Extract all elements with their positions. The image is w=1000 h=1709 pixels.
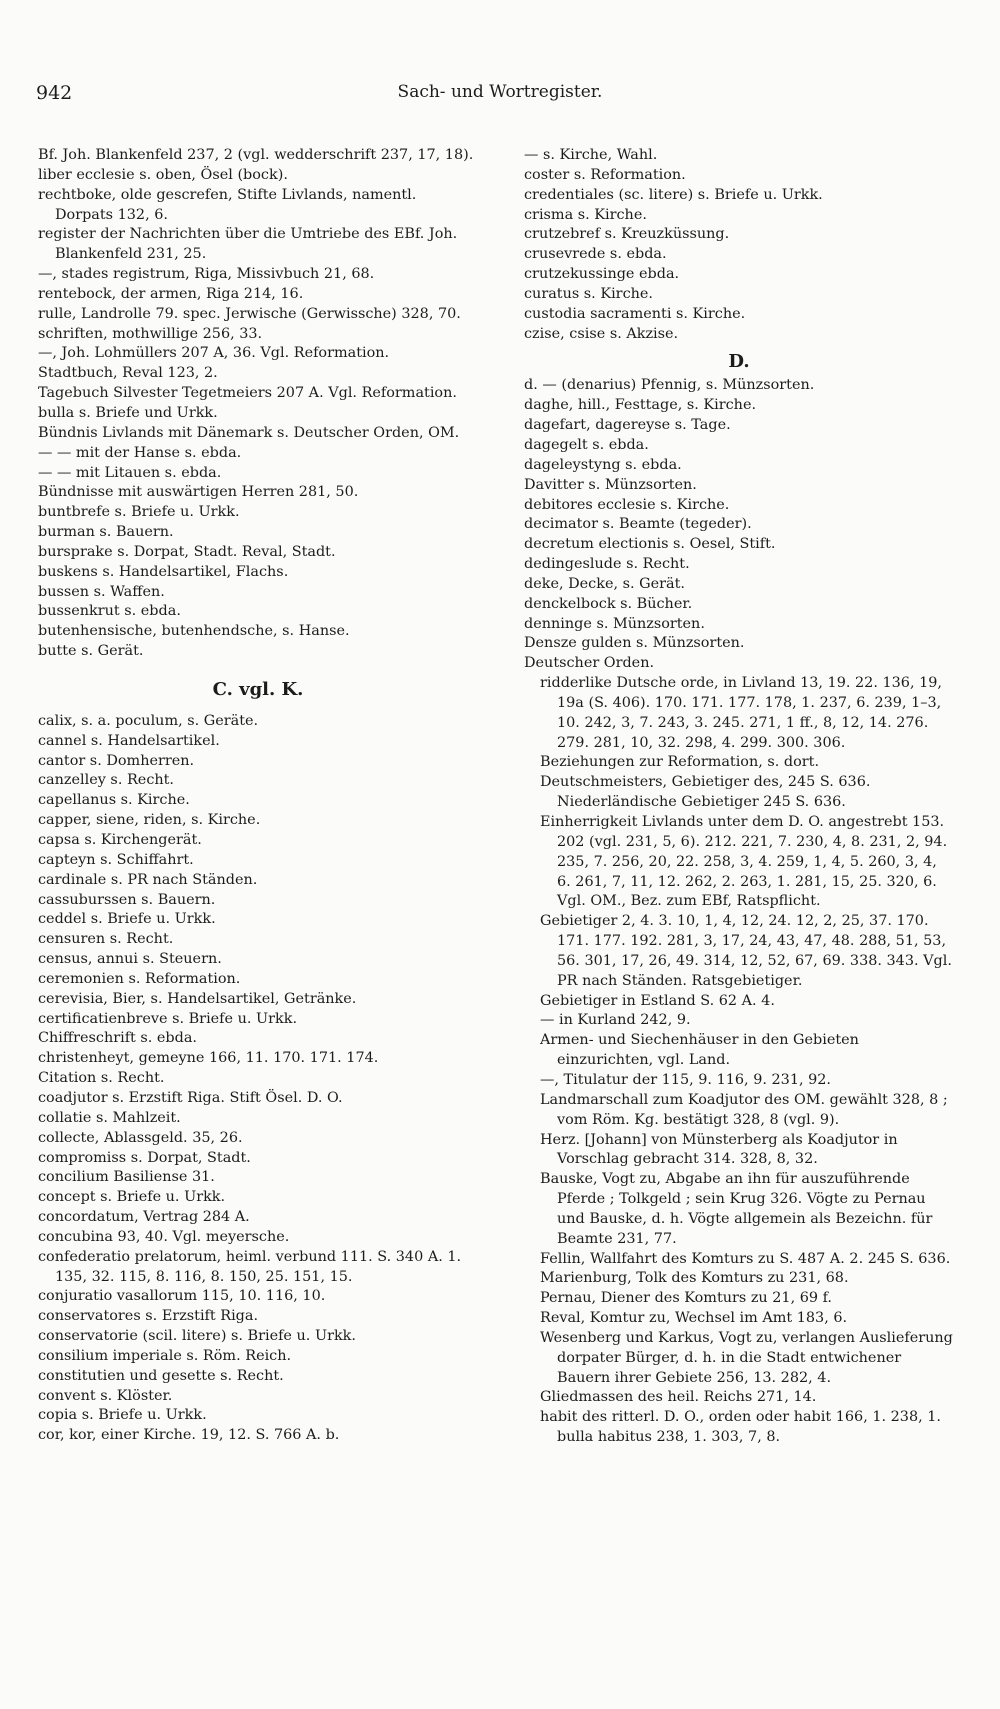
index-entry: denninge s. Münzsorten. [524,615,705,632]
index-entry: Fellin, Wallfahrt des Komturs zu S. 487 A. 2. 245 S. 636. [540,1250,951,1267]
index-entry: crutzekussinge ebda. [524,266,680,283]
index-entry: rechtboke, olde gescrefen, Stifte Livlands, namentl. Dorpats 132, 6. [38,186,417,223]
index-entry: decretum electionis s. Oesel, Stift. [524,536,776,553]
index-entry: decimator s. Beamte (tegeder). [524,516,752,533]
index-entry: copia s. Briefe u. Urkk. [38,1407,207,1424]
index-entry: rulle, Landrolle 79. spec. Jerwische (Gerwissche) 328, 70. [38,305,461,322]
index-entry: censuren s. Recht. [38,931,174,948]
index-entry: Gebietiger 2, 4. 3. 10, 1, 4, 12, 24. 12, 2, 25, 37. 170. 171. 177. 192. 281, 3, 17, 24, 43, 47, 48. 288, 51, 53, 56. 301, 17, 26, 49. 314, 12, 52, 67, 69. 338. 343. Vgl. PR nach Ständen. Ratsgebietiger. [540,913,952,989]
index-entry: Chiffreschrift s. ebda. [38,1030,198,1047]
index-entry: capsa s. Kirchengerät. [38,832,202,848]
index-entry: register der Nachrichten über die Umtriebe des EBf. Joh. Blankenfeld 231, 25. [38,226,458,263]
index-entry: consilium imperiale s. Röm. Reich. [38,1347,292,1364]
index-entry: cassuburssen s. Bauern. [38,891,216,908]
index-entry: collecte, Ablassgeld. 35, 26. [38,1129,243,1146]
index-entry: dageleystyng s. ebda. [524,456,682,473]
index-entry: bussenkrut s. ebda. [38,603,181,620]
index-entry: custodia sacramenti s. Kirche. [524,305,746,322]
index-entry: concilium Basiliense 31. [38,1169,215,1186]
index-entry: constitutien und gesette s. Recht. [38,1367,284,1384]
index-entry: capellanus s. Kirche. [38,792,190,809]
index-entry: credentiales (sc. litere) s. Briefe u. Urkk. [524,186,823,203]
index-entry: conjuratio vasallorum 115, 10. 116, 10. [38,1288,326,1305]
index-entry: Gliedmassen des heil. Reichs 271, 14. [540,1389,817,1406]
index-entry: conservatorie (scil. litere) s. Briefe u. Urkk. [38,1328,356,1345]
index-entry: capper, siene, riden, s. Kirche. [38,812,261,829]
index-entry: Deutscher Orden. [524,655,655,672]
index-entry: denckelbock s. Bücher. [524,595,693,612]
index-entry: — — mit der Hanse s. ebda. [38,444,242,461]
index-entry: ridderlike Dutsche orde, in Livland 13, 19. 22. 136, 19, 19a (S. 406). 170. 171. 177. 178, 1. 237, 6. 239, 1–3, 10. 242, 3, 7. 243, 3. 245. 271, 1 ff., 8, 12, 14. 276. 279. 281, 10, 32. 298, 4. 299. 300. 306. [540,675,942,751]
index-entry: Bündnis Livlands mit Dänemark s. Deutscher Orden, OM. [38,424,460,441]
index-entry: Marienburg, Tolk des Komturs zu 231, 68. [540,1270,849,1287]
index-entry: Reval, Komtur zu, Wechsel im Amt 183, 6. [540,1310,848,1327]
index-entry: bulla s. Briefe und Urkk. [38,404,218,421]
index-entry: certificatienbreve s. Briefe u. Urkk. [38,1010,298,1027]
index-entry: Bf. Joh. Blankenfeld 237, 2 (vgl. wedderschrift 237, 17, 18). [38,147,474,163]
index-entry: Densze gulden s. Münzsorten. [524,635,745,652]
index-entry: bussen s. Waffen. [38,583,165,600]
index-entry: christenheyt, gemeyne 166, 11. 170. 171. 174. [38,1050,379,1067]
index-entry: crusevrede s. ebda. [524,246,667,263]
index-entry: concordatum, Vertrag 284 A. [38,1209,250,1226]
index-entry: buskens s. Handelsartikel, Flachs. [38,563,289,580]
index-entry: —, stades registrum, Riga, Missivbuch 21, 68. [38,266,375,283]
index-entry: crisma s. Kirche. [524,206,647,223]
index-entry: — — mit Litauen s. ebda. [38,464,222,481]
index-entry: calix, s. a. poculum, s. Geräte. [38,712,259,729]
entry-list [38,712,478,1446]
index-entry: coadjutor s. Erzstift Riga. Stift Ösel. D. O. [38,1089,343,1106]
index-entry: Beziehungen zur Reformation, s. dort. [540,754,820,771]
index-entry: butenhensische, butenhendsche, s. Hanse. [38,623,350,640]
section-heading-c: C. vgl. K. [212,678,304,700]
index-entry: cerevisia, Bier, s. Handelsartikel, Getränke. [38,990,357,1007]
index-entry: concept s. Briefe u. Urkk. [38,1189,226,1206]
page-number: 942 [36,82,73,104]
index-entry: census, annui s. Steuern. [38,951,222,968]
index-entry: —, Joh. Lohmüllers 207 A, 36. Vgl. Reformation. [38,345,390,362]
index-entry: Stadtbuch, Reval 123, 2. [38,365,218,382]
right-column [524,146,954,1448]
index-entry: Einherrigkeit Livlands unter dem D. O. angestrebt 153. 202 (vgl. 231, 5, 6). 212. 221, 7. 230, 4, 8. 231, 2, 94. 235, 7. 256, 20, 22. 258, 3, 4. 259, 1, 4, 5. 260, 3, 4, 6. 261, 7, 11, 12. 262, 2. 263, 1. 281, 15, 25. 320, 6. Vgl. OM., Bez. zum EBf, Ratspflicht. [540,814,948,910]
index-entry: Gebietiger in Estland S. 62 A. 4. [540,992,775,1009]
index-entry: Pernau, Diener des Komturs zu 21, 69 f. [540,1290,832,1307]
index-entry: — in Kurland 242, 9. [540,1012,691,1029]
index-entry: dagegelt s. ebda. [524,436,649,453]
index-entry: Davitter s. Münzsorten. [524,476,697,493]
index-entry: crutzebref s. Kreuzküssung. [524,226,730,243]
index-entry: canzelley s. Recht. [38,772,175,789]
index-entry: curatus s. Kirche. [524,285,653,302]
index-entry: dedingeslude s. Recht. [524,556,690,573]
index-entry: daghe, hill., Festtage, s. Kirche. [524,397,757,414]
index-entry: habit des ritterl. D. O., orden oder habit 166, 1. 238, 1. bulla habitus 238, 1. 303, 7, 8. [540,1409,941,1446]
entry-list [524,146,954,344]
index-entry: coster s. Reformation. [524,166,686,183]
index-entry: dagefart, dagereyse s. Tage. [524,417,731,434]
index-entry: Wesenberg und Karkus, Vogt zu, verlangen Auslieferung dorpater Bürger, d. h. in die Stadt entwichener Bauern ihrer Gebiete 256, 13. 282, 4. [540,1329,953,1386]
index-entry: cantor s. Domherren. [38,752,195,769]
index-entry: buntbrefe s. Briefe u. Urkk. [38,504,240,521]
index-entry: conservatores s. Erzstift Riga. [38,1308,259,1325]
running-title: Sach- und Wortregister. [397,82,603,102]
index-entry: —, Titulatur der 115, 9. 116, 9. 231, 92. [540,1071,832,1088]
index-entry: Landmarschall zum Koadjutor des OM. gewählt 328, 8 ; vom Röm. Kg. bestätigt 328, 8 (vgl. 9). [540,1091,948,1128]
index-entry: capteyn s. Schiffahrt. [38,851,194,868]
entry-list [524,674,954,1448]
index-entry: cardinale s. PR nach Ständen. [38,871,258,888]
left-column [38,146,478,1446]
index-entry: Herz. [Johann] von Münsterberg als Koadjutor in Vorschlag gebracht 314. 328, 8, 32. [540,1131,898,1168]
index-entry: compromiss s. Dorpat, Stadt. [38,1149,251,1166]
index-entry: debitores ecclesie s. Kirche. [524,496,730,513]
index-entry: schriften, mothwillige 256, 33. [38,325,263,342]
index-entry: Bauske, Vogt zu, Abgabe an ihn für auszuführende Pferde ; Tolkgeld ; sein Krug 326. Vögte zu Pernau und Bauske, d. h. Vögte allgemein als Bezeichn. für Beamte 231, 77. [540,1171,933,1247]
index-entry: burman s. Bauern. [38,524,174,541]
index-entry: cannel s. Handelsartikel. [38,732,220,749]
entry-list [38,146,478,662]
index-entry: Citation s. Recht. [38,1070,165,1087]
index-entry: bursprake s. Dorpat, Stadt. Reval, Stadt. [38,543,336,560]
index-entry: cor, kor, einer Kirche. 19, 12. S. 766 A. b. [38,1427,340,1444]
entry-list [524,376,954,674]
index-entry: deke, Decke, s. Gerät. [524,575,685,592]
index-entry: ceddel s. Briefe u. Urkk. [38,911,216,928]
index-entry: concubina 93, 40. Vgl. meyersche. [38,1228,290,1245]
index-entry: ceremonien s. Reformation. [38,970,241,987]
index-entry: Tagebuch Silvester Tegetmeiers 207 A. Vgl. Reformation. [38,385,457,402]
index-entry: liber ecclesie s. oben, Ösel (bock). [38,166,288,183]
index-entry: — s. Kirche, Wahl. [524,147,658,163]
index-entry: d. — (denarius) Pfennig, s. Münzsorten. [524,377,815,394]
section-heading-d: D. [728,351,750,373]
index-entry: confederatio prelatorum, heiml. verbund 111. S. 340 A. 1. 135, 32. 115, 8. 116, 8. 150, 25. 151, 15. [38,1248,462,1285]
index-entry: czise, csise s. Akzise. [524,325,679,342]
index-entry: Bündnisse mit auswärtigen Herren 281, 50. [38,484,359,501]
index-entry: Armen- und Siechenhäuser in den Gebieten einzurichten, vgl. Land. [540,1032,859,1069]
index-entry: butte s. Gerät. [38,643,144,660]
index-entry: Deutschmeisters, Gebietiger des, 245 S. 636. Niederländische Gebietiger 245 S. 636. [540,774,871,811]
index-entry: collatie s. Mahlzeit. [38,1109,181,1126]
index-entry: convent s. Klöster. [38,1387,173,1404]
index-entry: rentebock, der armen, Riga 214, 16. [38,285,304,302]
